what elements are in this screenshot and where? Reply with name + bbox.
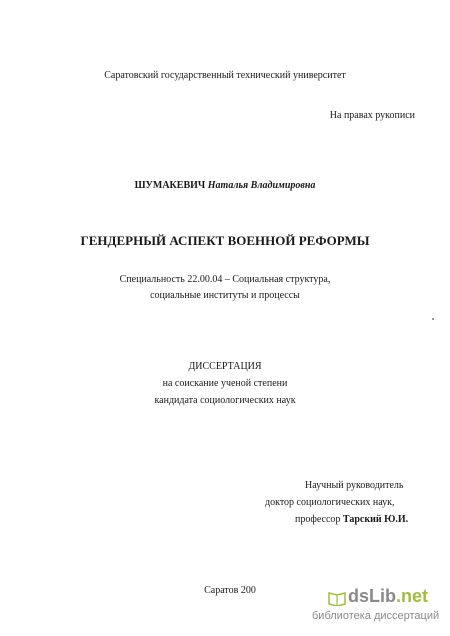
specialty-line-2: социальные институты и процессы: [150, 290, 300, 301]
author-given-names: Наталья Владимировна: [207, 180, 316, 191]
supervisor-line-1: Научный руководитель: [305, 480, 404, 491]
watermark-logo: [348, 586, 428, 607]
city-year: Саратов 200: [204, 585, 256, 596]
university-name: Саратовский государственный технический университет: [104, 70, 346, 81]
supervisor-line-2: доктор социологических наук,: [265, 497, 395, 508]
scan-speck: [432, 318, 434, 320]
dissertation-title: ГЕНДЕРНЫЙ АСПЕКТ ВОЕННОЙ РЕФОРМЫ: [80, 233, 370, 248]
degree-line-2: кандидата социологических наук: [154, 395, 296, 406]
degree-line-1: на соискание ученой степени: [162, 378, 288, 389]
author-surname: ШУМАКЕВИЧ: [134, 180, 206, 191]
watermark-logo-accent: .net: [396, 586, 429, 606]
author: [0, 180, 450, 192]
book-icon: [328, 590, 346, 606]
watermark-logo-main: dsLib: [348, 586, 396, 606]
manuscript-rights: На правах рукописи: [329, 110, 415, 121]
dissertation-label: ДИССЕРТАЦИЯ: [188, 361, 262, 372]
specialty-line-1: Специальность 22.00.04 – Социальная структура,: [119, 274, 331, 285]
supervisor-line-3: [295, 514, 408, 526]
watermark: [300, 586, 445, 630]
supervisor-title: профессор: [295, 514, 341, 525]
watermark-subtitle: библиотека диссертаций: [312, 610, 440, 622]
supervisor-name: Тарский Ю.И.: [342, 514, 409, 525]
